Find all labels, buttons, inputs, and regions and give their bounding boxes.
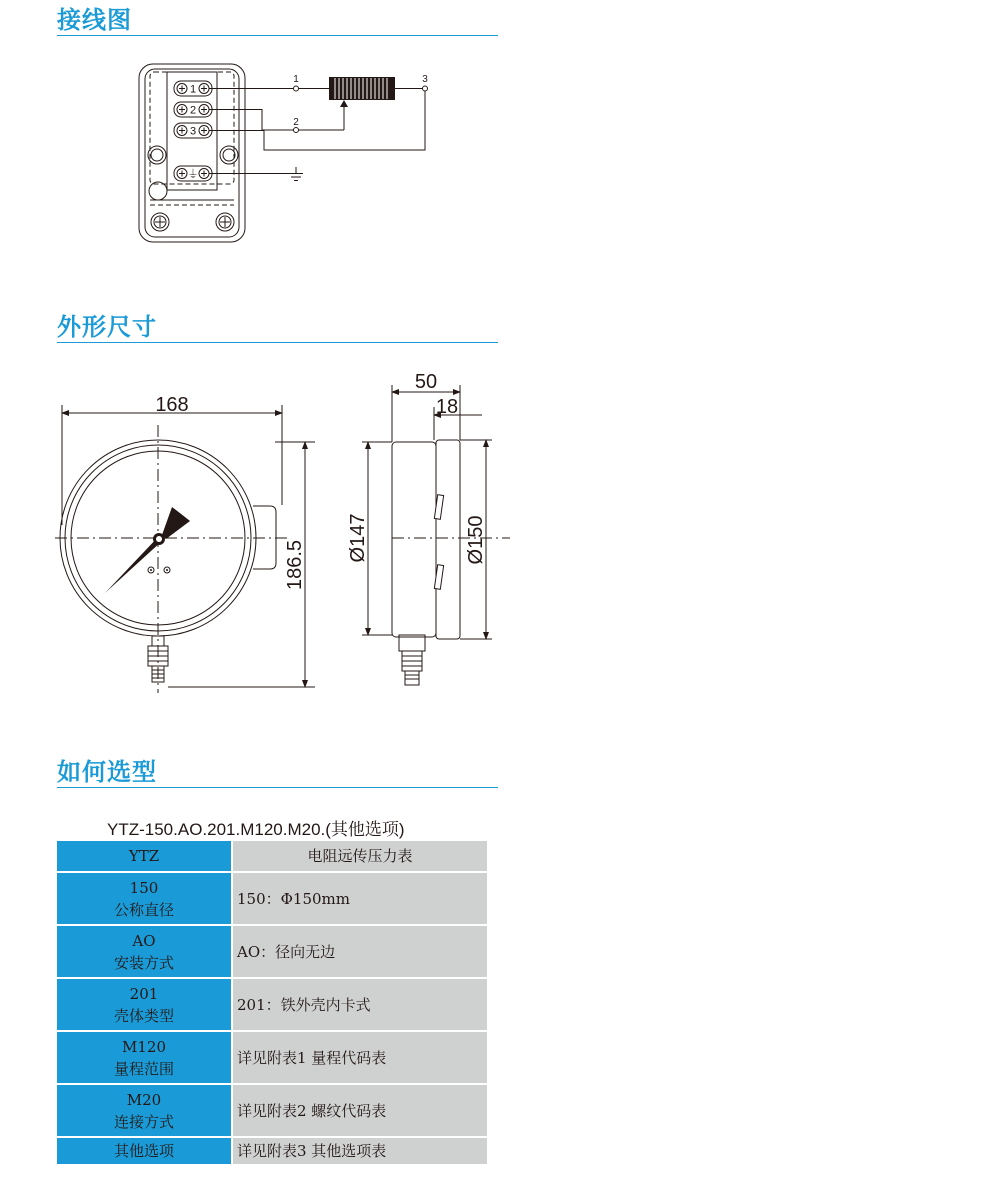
terminal-label-2: 2 [189, 104, 197, 117]
table-row [57, 1032, 487, 1085]
section-rule [57, 787, 498, 788]
wiring-diagram [130, 60, 450, 250]
row-name: 壳体类型 [113, 1006, 174, 1025]
table-row [57, 873, 487, 926]
row-code: 201 [129, 984, 159, 1003]
row-desc: 201：铁外壳内卡式 [233, 979, 487, 1032]
row-code-cell [57, 1085, 233, 1138]
dim-width-label: 168 [155, 394, 189, 416]
table-row [57, 841, 487, 873]
dim-height-label: 186.5 [284, 539, 306, 591]
row-code-cell [57, 1138, 233, 1166]
wire-label-3: 3 [422, 74, 428, 85]
row-code: M20 [126, 1090, 162, 1109]
row-desc: 详见附表3 其他选项表 [233, 1138, 487, 1166]
row-code-cell [57, 926, 233, 979]
gauge-needle [105, 535, 162, 593]
model-code: YTZ-150.AO.201.M120.M20.(其他选项) [107, 820, 405, 839]
table-row [57, 1085, 487, 1138]
terminal-label-1: 1 [189, 83, 197, 96]
gauge-side-body [392, 442, 436, 637]
table-row [57, 979, 487, 1032]
row-code-cell [57, 841, 233, 873]
row-code-cell [57, 979, 233, 1032]
dim-depth-label: 50 [414, 371, 438, 393]
row-code: AO [132, 931, 156, 950]
section-rule [57, 342, 498, 343]
dim-dia-inner-label: Ø147 [347, 513, 369, 563]
wiper-arrow [340, 100, 348, 107]
row-name: 量程范围 [113, 1059, 174, 1078]
row-code: YTZ [128, 847, 160, 865]
dimension-drawing [50, 365, 510, 700]
section-title-dimensions: 外形尺寸 [57, 313, 157, 341]
terminal-label-ground: ⏚ [187, 168, 199, 181]
row-desc: 150：Φ150mm [233, 873, 487, 926]
gauge-side-bezel [436, 440, 460, 639]
section-rule [57, 35, 498, 36]
table-row [57, 926, 487, 979]
row-code: 其他选项 [113, 1142, 174, 1160]
plug-hole [149, 182, 167, 200]
dim-dia-outer-label: Ø150 [465, 515, 487, 565]
row-code: 150 [129, 878, 159, 897]
row-code-cell [57, 1032, 233, 1085]
row-name: 连接方式 [113, 1112, 174, 1131]
row-desc: AO：径向无边 [233, 926, 487, 979]
wire-label-1: 1 [293, 74, 299, 85]
wire-2 [209, 110, 296, 131]
terminal-label-3: 3 [189, 125, 197, 138]
selection-table [57, 841, 487, 1166]
row-code-cell [57, 873, 233, 926]
row-code: M120 [122, 1037, 166, 1056]
gauge-pointer-tail [162, 507, 190, 539]
section-title-wiring: 接线图 [57, 6, 132, 34]
row-name: 公称直径 [113, 900, 174, 919]
wire-label-2: 2 [293, 117, 299, 128]
table-row [57, 1138, 487, 1166]
dim-depth-small-label: 18 [435, 396, 459, 418]
row-desc: 详见附表2 螺纹代码表 [233, 1085, 487, 1138]
row-name: 安装方式 [113, 953, 174, 972]
row-desc: 详见附表1 量程代码表 [233, 1032, 487, 1085]
row-desc: 电阻远传压力表 [233, 841, 487, 873]
section-title-selection: 如何选型 [57, 758, 157, 786]
